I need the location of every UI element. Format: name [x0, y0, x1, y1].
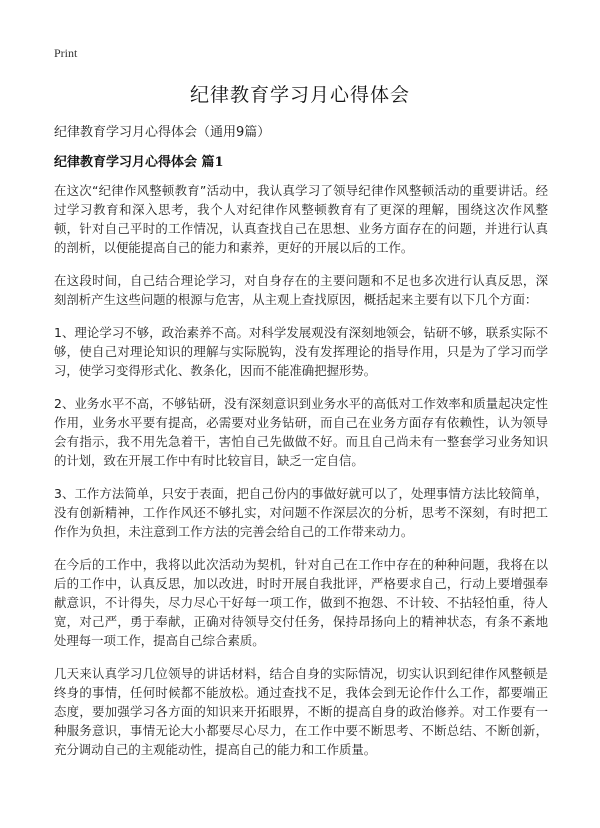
paragraph-reflection: 在这段时间，自己结合理论学习，对自身存在的主要问题和不足也多次进行认真反思，深刻剖析产生这些问题的根源与危害，从主观上查找原因，概括起来主要有以下几个方面：	[54, 273, 548, 307]
document-subtitle: 纪律教育学习月心得体会（通用9篇）	[54, 125, 271, 140]
paragraph-point-3: 3、工作方法简单，只安于表面，把自己份内的事做好就可以了，处理事情方法比较简单，没有创新精神，工作作风还不够扎实，对问题不作深层次的分析，思考不深刻，有时把工作作为负担，未注意到工作方法的完善会给自己的工作带来动力。	[54, 486, 548, 539]
document-title: 纪律教育学习月心得体会	[189, 84, 410, 106]
paragraph-point-1: 1、理论学习不够，政治素养不高。对科学发展观没有深刻地领会，钻研不够，联系实际不够，使自己对理论知识的理解与实际脱钩，没有发挥理论的指导作用，只是为了学习而学习，使学习变得形式化、教条化，因而不能准确把握形势。	[54, 325, 548, 378]
paragraph-intro: 在这次“纪律作风整顿教育”活动中，我认真学习了领导纪律作风整顿活动的重要讲话。经过学习教育和深入思考，我个人对纪律作风整顿教育有了更深的理解，围绕这次作风整顿，针对自己平时的工作情况，认真查找自己在思想、业务方面存在的问题，并进行认真的剖析，以便能提高自己的能力和素养，更好的开展以后的工作。	[54, 183, 548, 255]
paragraph-point-2: 2、业务水平不高，不够钻研，没有深刻意识到业务水平的高低对工作效率和质量起决定性作用，业务水平要有提高，必需要对业务钻研，而自己在业务方面存有依赖性，认为领导会有指示，我不用先急着干，害怕自己先做做不好。而且自己尚未有一整套学习业务知识的计划，致在开展工作中有时比较盲目，缺乏一定自信。	[54, 396, 548, 468]
print-link[interactable]: Print	[54, 46, 78, 60]
section-heading: 纪律教育学习月心得体会 篇1	[54, 155, 224, 170]
paragraph-future-work: 在今后的工作中，我将以此次活动为契机，针对自己在工作中存在的种种问题，我将在以后的工作中，认真反思，加以改进，时时开展自我批评，严格要求自己，行动上要增强奉献意识，不计得失，尽力尽心干好每一项工作，做到不抱怨、不计较、不拈轻怕重，待人宽，对己严，勇于奉献，正确对待领导交付任务，保持昂扬向上的精神状态，有条不紊地处理每一项工作，提高自己综合素质。	[54, 557, 548, 648]
paragraph-summary: 几天来认真学习几位领导的讲话材料，结合自身的实际情况，切实认识到纪律作风整顿是终身的事情，任何时候都不能放松。通过查找不足，我体会到无论作什么工作，都要端正态度，要加强学习各方面的知识来开拓眼界，不断的提高自身的政治修养。对工作要有一种服务意识，事情无论大小都要尽心尽力，在工作中要不断思考、不断总结、不断创新，充分调动自己的主观能动性，提高自己的能力和工作质量。	[54, 666, 548, 757]
document-body	[54, 181, 548, 773]
